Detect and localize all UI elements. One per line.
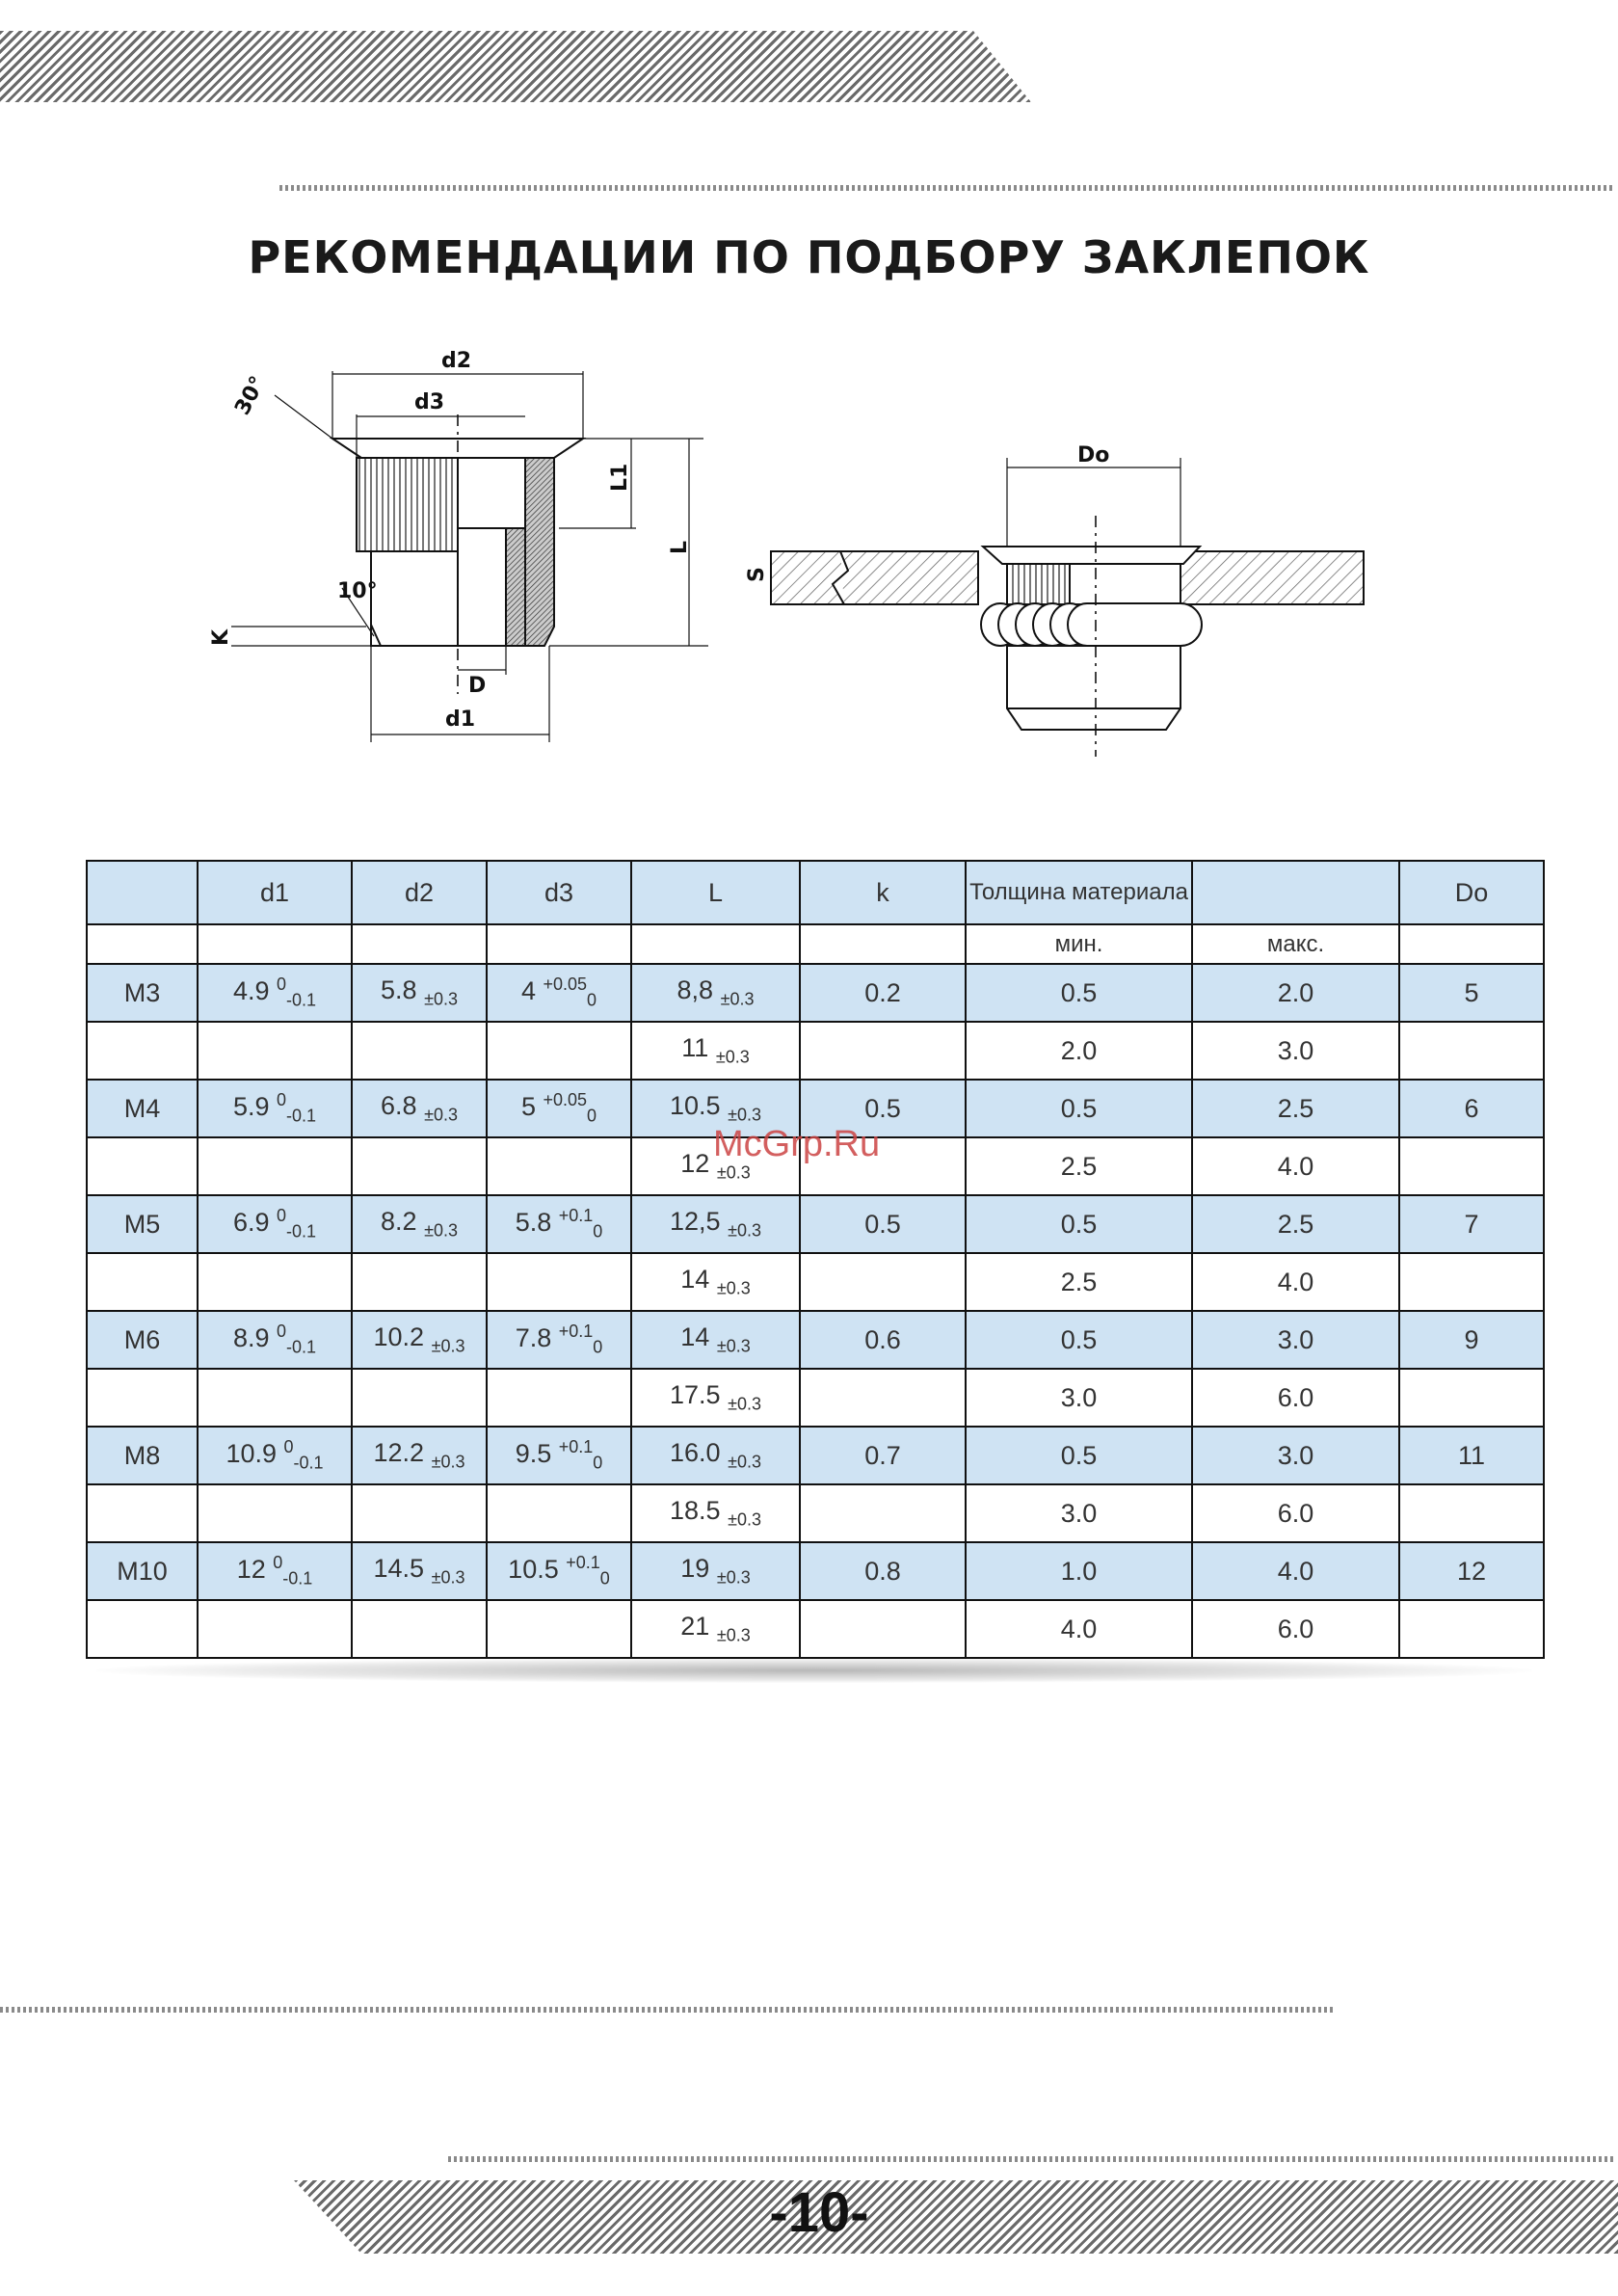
cell-d3-d3-sup: +0.05 — [543, 1090, 588, 1110]
cell-min-min: 2.5 — [1060, 1151, 1098, 1181]
cell-d2-d2: 8.2 — [381, 1207, 417, 1237]
cell-size — [87, 964, 198, 1022]
header-d1: d1 — [198, 861, 352, 924]
cell-Do — [1399, 1137, 1544, 1195]
cell-d1-d1-sup: 0 — [277, 1322, 287, 1342]
cell-max-max: 4.0 — [1277, 1556, 1314, 1586]
cell-d1-d1: 12 — [236, 1555, 266, 1585]
table-row — [87, 1022, 1544, 1080]
cell-Do-Do: 11 — [1457, 1440, 1486, 1470]
subheader-min: мин. — [966, 924, 1192, 964]
cell-d1 — [198, 964, 352, 1022]
cell-d3-d3-sub: 0 — [587, 990, 597, 1010]
table-row — [87, 1600, 1544, 1658]
cell-d2-d2-tol: ±0.3 — [424, 1105, 458, 1125]
cell-d1-d1-sub: -0.1 — [286, 1106, 317, 1126]
cell-max — [1192, 1600, 1399, 1658]
cell-max-max: 6.0 — [1277, 1614, 1314, 1643]
cell-L-L-tol: ±0.3 — [716, 1567, 751, 1588]
table-row — [87, 1195, 1544, 1253]
cell-size — [87, 1080, 198, 1137]
cell-size — [87, 1484, 198, 1542]
header-thickness: Толщина материала — [966, 861, 1192, 924]
cell-d3 — [487, 1311, 631, 1369]
cell-d2 — [352, 1600, 487, 1658]
cell-d2 — [352, 1022, 487, 1080]
cell-Do — [1399, 1369, 1544, 1427]
cell-min-min: 3.0 — [1060, 1382, 1098, 1412]
table-row — [87, 1427, 1544, 1484]
cell-size — [87, 1427, 198, 1484]
cell-min-min: 0.5 — [1060, 977, 1098, 1007]
cell-d1-d1-sub: -0.1 — [286, 1337, 317, 1357]
cell-max-max: 4.0 — [1277, 1267, 1314, 1296]
cell-min-min: 4.0 — [1060, 1614, 1098, 1643]
cell-min — [966, 1369, 1192, 1427]
cell-max-max: 6.0 — [1277, 1498, 1314, 1528]
cell-d3-d3-sub: 0 — [593, 1337, 603, 1357]
table-shadow — [96, 1658, 1532, 1683]
cell-d1-d1: 10.9 — [225, 1439, 277, 1469]
cell-L-L-tol: ±0.3 — [716, 1625, 751, 1645]
cell-min-min: 0.5 — [1060, 1324, 1098, 1354]
cell-k — [800, 1253, 966, 1311]
bottom-dotted-rule — [448, 2156, 1614, 2162]
cell-L — [631, 1600, 800, 1658]
cell-L-L: 21 — [680, 1612, 710, 1642]
header-d3: d3 — [487, 861, 631, 924]
cell-L-L: 14 — [680, 1265, 710, 1295]
cell-d2 — [352, 1427, 487, 1484]
cell-L — [631, 964, 800, 1022]
cell-d1 — [198, 1311, 352, 1369]
cell-min-min: 3.0 — [1060, 1498, 1098, 1528]
cell-Do — [1399, 1600, 1544, 1658]
rivet-selection-table — [86, 860, 1545, 1659]
cell-d2 — [352, 1137, 487, 1195]
cell-Do-Do: 5 — [1464, 977, 1479, 1007]
cell-min-min: 0.5 — [1060, 1440, 1098, 1470]
cell-max-max: 2.0 — [1277, 977, 1314, 1007]
cell-d2 — [352, 1311, 487, 1369]
cell-d1 — [198, 1542, 352, 1600]
cell-max — [1192, 1369, 1399, 1427]
cell-max — [1192, 1195, 1399, 1253]
label-L1: L1 — [608, 463, 632, 492]
cell-d3-d3-sup: +0.1 — [558, 1206, 594, 1226]
cell-size — [87, 1600, 198, 1658]
table-row — [87, 1369, 1544, 1427]
cell-k-k: 0.5 — [864, 1093, 901, 1123]
cell-L-L: 17.5 — [670, 1380, 721, 1410]
cell-Do-Do: 7 — [1464, 1209, 1479, 1239]
cell-min-min: 0.5 — [1060, 1209, 1098, 1239]
header-k: k — [800, 861, 966, 924]
cell-d1-d1: 4.9 — [232, 976, 270, 1006]
label-d3: d3 — [414, 390, 445, 414]
cell-d3-d3-sub: 0 — [599, 1568, 610, 1589]
middle-dotted-rule — [0, 2007, 1335, 2013]
cell-max-max: 6.0 — [1277, 1382, 1314, 1412]
cell-L-L: 12,5 — [670, 1207, 721, 1237]
cell-L-L: 10.5 — [670, 1091, 721, 1121]
cell-k — [800, 1600, 966, 1658]
cell-min — [966, 1311, 1192, 1369]
cell-d3 — [487, 1484, 631, 1542]
header-d2: d2 — [352, 861, 487, 924]
cell-d2-d2: 14.5 — [373, 1554, 425, 1584]
cell-d2-d2-tol: ±0.3 — [424, 989, 458, 1009]
cell-d3 — [487, 1022, 631, 1080]
cell-max — [1192, 964, 1399, 1022]
label-D: D — [468, 674, 487, 698]
cell-d1 — [198, 1253, 352, 1311]
watermark: McGrp.Ru — [713, 1124, 881, 1164]
cell-max-max: 2.5 — [1277, 1093, 1314, 1123]
cell-size — [87, 1369, 198, 1427]
cell-d3 — [487, 1137, 631, 1195]
cell-d3 — [487, 1253, 631, 1311]
cell-L-L-tol: ±0.3 — [720, 989, 755, 1009]
cell-L-L-tol: ±0.3 — [728, 1452, 761, 1472]
label-d1: d1 — [445, 707, 476, 732]
label-angle-30: 30° — [230, 372, 271, 419]
cell-Do — [1399, 1311, 1544, 1369]
cell-d2-d2: 12.2 — [373, 1438, 425, 1468]
cell-Do — [1399, 1022, 1544, 1080]
cell-size-size: M8 — [123, 1440, 161, 1470]
table-row — [87, 1253, 1544, 1311]
cell-d3-d3-sub: 0 — [587, 1106, 597, 1126]
subheader-max: макс. — [1192, 924, 1399, 964]
cell-max — [1192, 1253, 1399, 1311]
cell-size-size: M6 — [123, 1324, 161, 1354]
cell-Do — [1399, 1080, 1544, 1137]
cell-L — [631, 1427, 800, 1484]
cell-d1-d1-sub: -0.1 — [286, 990, 317, 1010]
cell-d3-d3: 10.5 — [508, 1555, 559, 1585]
cell-d1 — [198, 1369, 352, 1427]
cell-min — [966, 1022, 1192, 1080]
cell-max — [1192, 1484, 1399, 1542]
cell-L-L-tol: ±0.3 — [716, 1278, 751, 1298]
cell-d3-d3: 5 — [520, 1092, 536, 1122]
cell-min — [966, 1137, 1192, 1195]
cell-k — [800, 1311, 966, 1369]
cell-d2 — [352, 1484, 487, 1542]
cell-d1-d1: 5.9 — [232, 1092, 270, 1122]
cell-L-L-tol: ±0.3 — [716, 1336, 751, 1356]
cell-L-L: 11 — [681, 1033, 709, 1063]
cell-min — [966, 1600, 1192, 1658]
cell-L-L-tol: ±0.3 — [728, 1105, 761, 1125]
page-number: -10- — [769, 2181, 869, 2244]
cell-d1-d1-sup: 0 — [277, 1090, 287, 1110]
cell-d3-d3: 4 — [520, 976, 536, 1006]
cell-d2-d2: 6.8 — [381, 1091, 417, 1121]
cell-k — [800, 1195, 966, 1253]
cell-d3-d3-sup: +0.05 — [543, 974, 588, 995]
cell-Do — [1399, 1542, 1544, 1600]
cell-max — [1192, 1137, 1399, 1195]
cell-size — [87, 1195, 198, 1253]
cell-min — [966, 964, 1192, 1022]
cell-L-L-tol: ±0.3 — [728, 1394, 761, 1414]
cell-d1 — [198, 1080, 352, 1137]
cell-k — [800, 1542, 966, 1600]
cell-L-L-tol: ±0.3 — [716, 1162, 751, 1183]
cell-d1 — [198, 1427, 352, 1484]
cell-max-max: 3.0 — [1277, 1035, 1314, 1065]
label-S: S — [745, 567, 769, 582]
cell-Do — [1399, 964, 1544, 1022]
cell-min-min: 1.0 — [1060, 1556, 1098, 1586]
label-L: L — [668, 540, 692, 554]
cell-d2 — [352, 1369, 487, 1427]
cell-d3 — [487, 1195, 631, 1253]
cell-L-L-tol: ±0.3 — [728, 1509, 761, 1530]
cell-d1 — [198, 1484, 352, 1542]
page-title: РЕКОМЕНДАЦИИ ПО ПОДБОРУ ЗАКЛЕПОК — [248, 231, 1370, 283]
header-Do: Do — [1399, 861, 1544, 924]
cell-L-L: 8,8 — [676, 975, 714, 1005]
cell-d3 — [487, 1080, 631, 1137]
cell-d1 — [198, 1600, 352, 1658]
cell-L — [631, 1253, 800, 1311]
cell-L-L-tol: ±0.3 — [728, 1220, 761, 1241]
cell-min — [966, 1542, 1192, 1600]
label-d2: d2 — [441, 349, 472, 373]
cell-size — [87, 1253, 198, 1311]
cell-k-k: 0.7 — [864, 1440, 901, 1470]
cell-size-size: M4 — [123, 1093, 161, 1123]
cell-L-L: 12 — [680, 1149, 710, 1179]
cell-d3 — [487, 1369, 631, 1427]
cell-min-min: 0.5 — [1060, 1093, 1098, 1123]
cell-d3 — [487, 1427, 631, 1484]
cell-size — [87, 1542, 198, 1600]
header-empty — [1192, 861, 1399, 924]
cell-L-L: 16.0 — [670, 1438, 721, 1468]
cell-d2 — [352, 1542, 487, 1600]
cell-d3-d3: 9.5 — [515, 1439, 552, 1469]
cell-d1 — [198, 1137, 352, 1195]
cell-d1-d1: 8.9 — [232, 1323, 270, 1353]
table-row — [87, 1484, 1544, 1542]
table-row — [87, 1311, 1544, 1369]
cell-size — [87, 1022, 198, 1080]
cell-min-min: 2.5 — [1060, 1267, 1098, 1296]
table-row — [87, 964, 1544, 1022]
cell-d2 — [352, 1253, 487, 1311]
cell-min — [966, 1427, 1192, 1484]
cell-max — [1192, 1022, 1399, 1080]
cell-d3-d3-sub: 0 — [593, 1453, 603, 1473]
cell-max-max: 2.5 — [1277, 1209, 1314, 1239]
cell-L-L: 14 — [680, 1322, 710, 1352]
cell-L-L: 19 — [680, 1554, 710, 1584]
cell-L — [631, 1484, 800, 1542]
cell-d1-d1-sup: 0 — [277, 974, 287, 995]
cell-max-max: 3.0 — [1277, 1440, 1314, 1470]
cell-d3-d3-sup: +0.1 — [566, 1553, 600, 1573]
cell-d2 — [352, 1080, 487, 1137]
cell-max-max: 4.0 — [1277, 1151, 1314, 1181]
cell-L — [631, 1195, 800, 1253]
cell-k — [800, 1427, 966, 1484]
cell-Do-Do: 6 — [1464, 1093, 1479, 1123]
cell-k-k: 0.8 — [864, 1556, 901, 1586]
cell-L-L-tol: ±0.3 — [715, 1047, 750, 1067]
cell-max — [1192, 1080, 1399, 1137]
cell-Do-Do: 12 — [1456, 1556, 1487, 1586]
cell-d3 — [487, 1542, 631, 1600]
cell-d2-d2: 10.2 — [373, 1322, 425, 1352]
cell-size-size: M3 — [123, 977, 161, 1007]
cell-d2-d2-tol: ±0.3 — [431, 1452, 465, 1472]
cell-Do-Do: 9 — [1464, 1324, 1479, 1354]
header-L: L — [631, 861, 800, 924]
cell-max — [1192, 1427, 1399, 1484]
cell-k — [800, 964, 966, 1022]
cell-d3-d3: 7.8 — [515, 1323, 552, 1353]
rivet-nut-drawing — [0, 0, 1618, 790]
cell-max — [1192, 1542, 1399, 1600]
cell-max — [1192, 1311, 1399, 1369]
installed-rivet-nut-view — [771, 458, 1364, 757]
cell-k-k: 0.5 — [864, 1209, 901, 1239]
label-K: K — [209, 628, 233, 646]
cell-d1-d1-sub: -0.1 — [293, 1453, 324, 1473]
cell-size — [87, 1311, 198, 1369]
cell-d1 — [198, 1195, 352, 1253]
cell-Do — [1399, 1427, 1544, 1484]
cell-d3 — [487, 1600, 631, 1658]
label-angle-10: 10° — [337, 579, 378, 603]
cell-d2-d2-tol: ±0.3 — [431, 1336, 465, 1356]
header-size — [87, 861, 198, 924]
cell-d1-d1: 6.9 — [232, 1208, 270, 1238]
table-header-row — [87, 861, 1544, 924]
cell-min — [966, 1253, 1192, 1311]
cell-d3-d3-sup: +0.1 — [558, 1437, 594, 1457]
cell-min-min: 2.0 — [1060, 1035, 1098, 1065]
cell-min — [966, 1195, 1192, 1253]
cell-d2 — [352, 1195, 487, 1253]
table-subheader-row — [87, 924, 1544, 964]
cell-size — [87, 1137, 198, 1195]
label-Do: Do — [1077, 443, 1110, 467]
cell-k-k: 0.2 — [864, 977, 901, 1007]
cell-d1-d1-sup: 0 — [273, 1553, 283, 1573]
cell-k-k: 0.6 — [864, 1324, 901, 1354]
table-body — [87, 964, 1544, 1658]
cell-d3-d3-sup: +0.1 — [558, 1322, 594, 1342]
cell-Do — [1399, 1484, 1544, 1542]
cell-d1 — [198, 1022, 352, 1080]
cell-d3 — [487, 964, 631, 1022]
cell-L — [631, 1542, 800, 1600]
cell-d1-d1-sup: 0 — [277, 1206, 287, 1226]
cell-d2-d2-tol: ±0.3 — [424, 1220, 458, 1241]
cell-L-L: 18.5 — [670, 1496, 721, 1526]
cell-Do — [1399, 1253, 1544, 1311]
cell-size-size: M10 — [117, 1556, 168, 1586]
cell-Do — [1399, 1195, 1544, 1253]
cell-d2-d2-tol: ±0.3 — [431, 1567, 465, 1588]
cell-min — [966, 1484, 1192, 1542]
cell-d1-d1-sub: -0.1 — [286, 1221, 317, 1241]
cell-size-size: M5 — [123, 1209, 161, 1239]
cell-d3-d3: 5.8 — [515, 1208, 552, 1238]
cell-k — [800, 1369, 966, 1427]
cell-L — [631, 1369, 800, 1427]
cell-k — [800, 1022, 966, 1080]
cell-max-max: 3.0 — [1277, 1324, 1314, 1354]
cell-L — [631, 1022, 800, 1080]
cell-min — [966, 1080, 1192, 1137]
cell-d2-d2: 5.8 — [381, 975, 417, 1005]
cell-k — [800, 1484, 966, 1542]
table-row — [87, 1542, 1544, 1600]
cell-d2 — [352, 964, 487, 1022]
cell-L — [631, 1311, 800, 1369]
cell-d1-d1-sub: -0.1 — [282, 1568, 313, 1589]
cell-d3-d3-sub: 0 — [593, 1221, 603, 1241]
cell-d1-d1-sup: 0 — [283, 1437, 294, 1457]
